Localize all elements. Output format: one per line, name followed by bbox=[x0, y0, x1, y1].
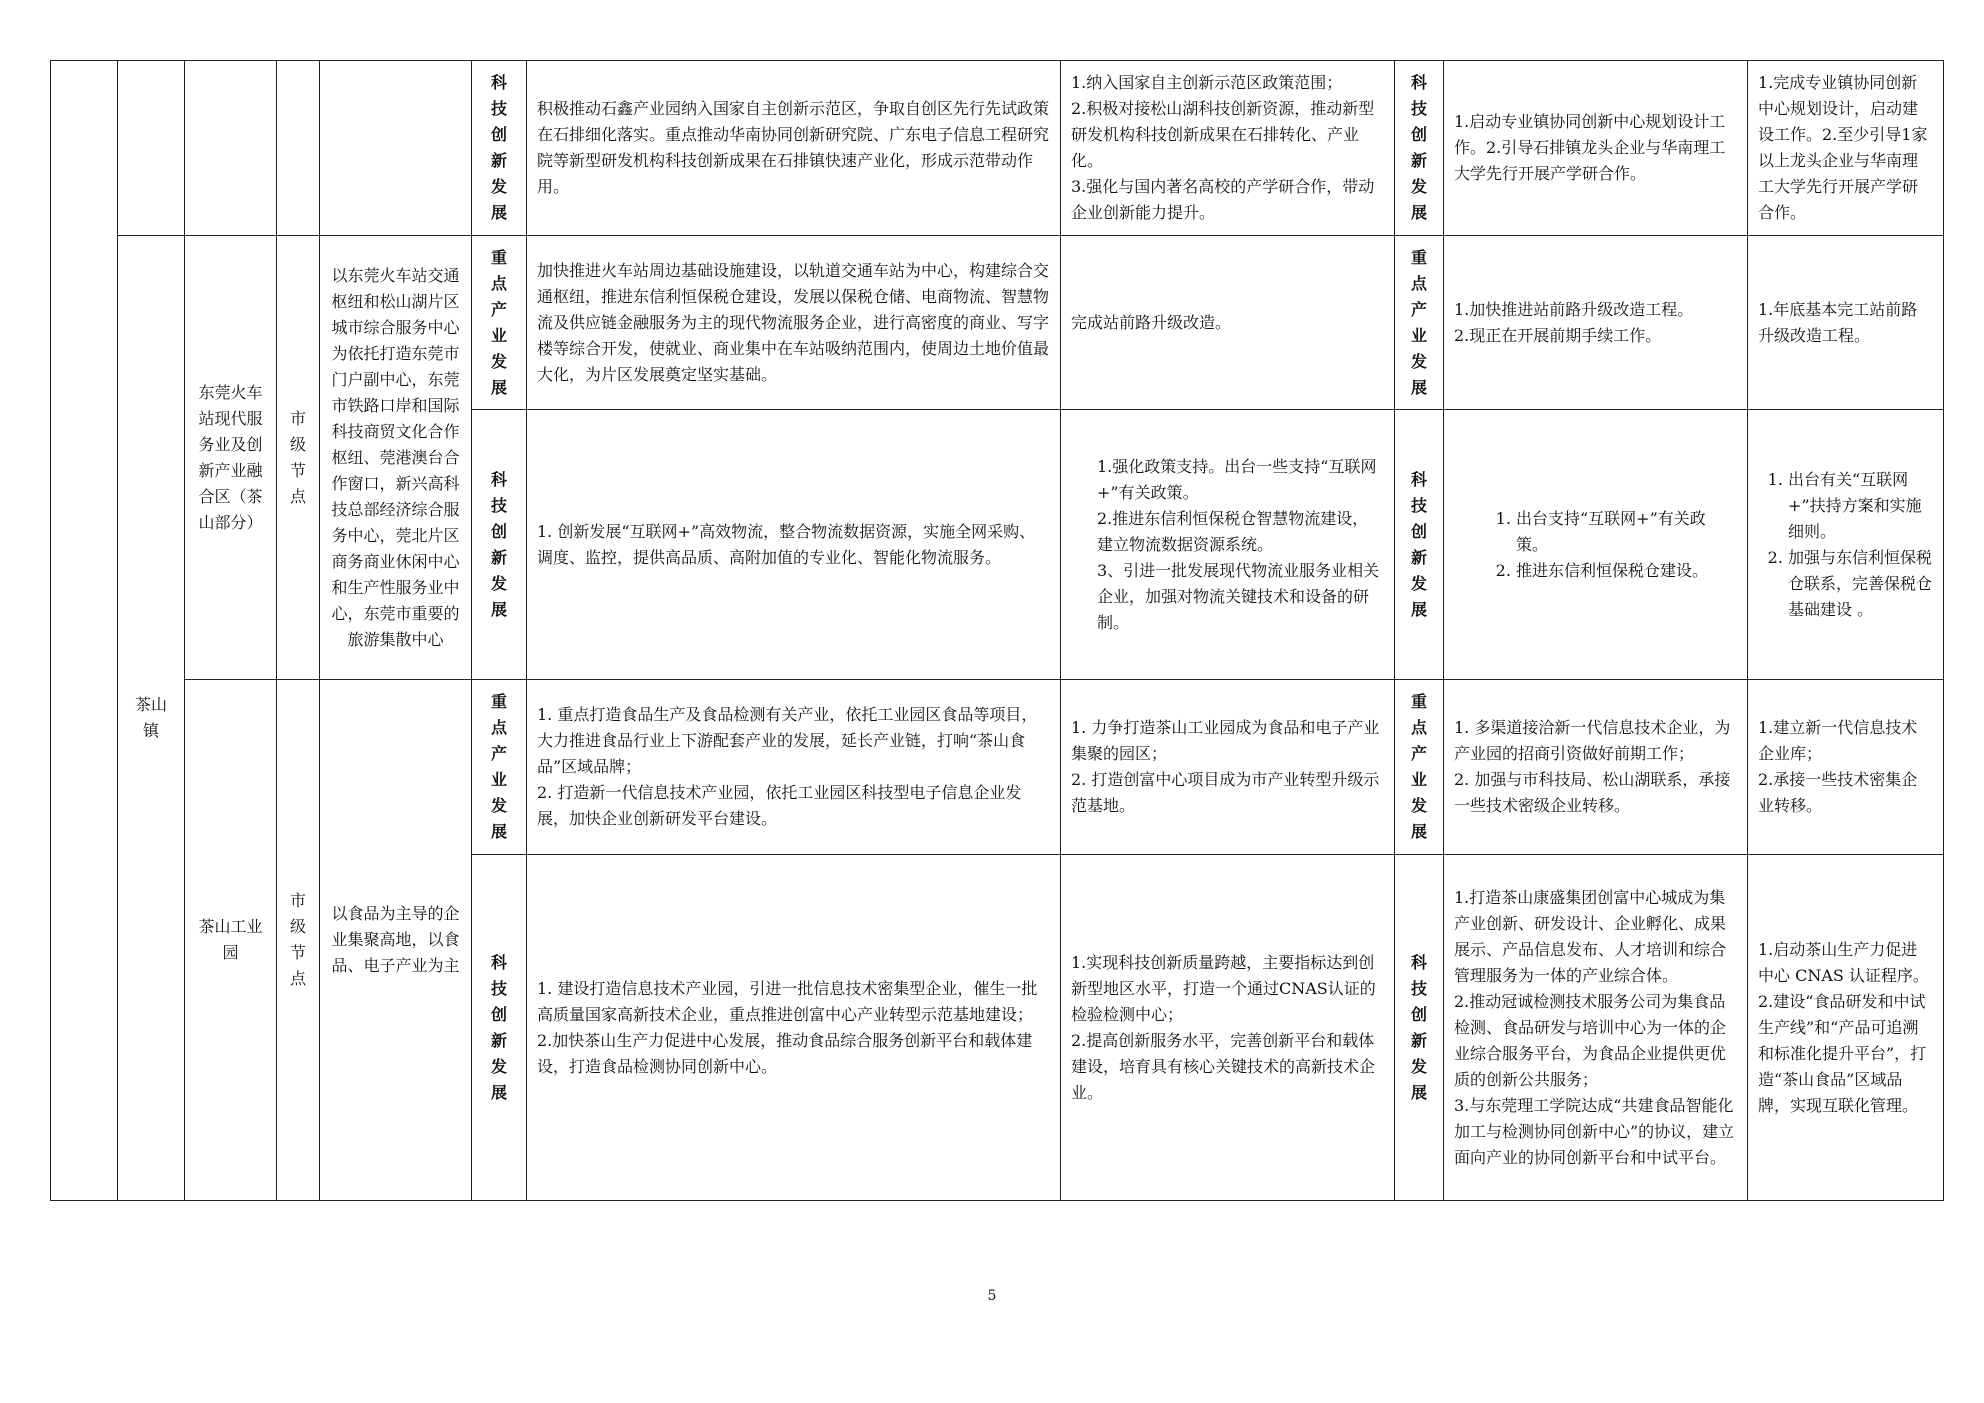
category-char: 展 bbox=[490, 377, 507, 397]
category-char: 发 bbox=[1410, 1056, 1427, 1076]
progress-item: 2. 加强与市科技局、松山湖联系，承接一些技术密级企业转移。 bbox=[1454, 770, 1731, 815]
category-char: 重 bbox=[1410, 247, 1427, 267]
category-char: 业 bbox=[1410, 770, 1427, 789]
progress-item: 1. 出台支持“互联网+”有关政策。 bbox=[1516, 506, 1737, 558]
blank-cell bbox=[277, 61, 320, 236]
target-item: 2. 打造创富中心项目成为市产业转型升级示范基地。 bbox=[1071, 770, 1380, 815]
category-char: 新 bbox=[490, 547, 507, 567]
next-step-cell bbox=[1748, 855, 1944, 1201]
category-char: 展 bbox=[1410, 599, 1427, 619]
category-char: 重 bbox=[490, 692, 507, 711]
category-char: 展 bbox=[490, 203, 507, 222]
category-char: 新 bbox=[1410, 1030, 1427, 1050]
task-cell bbox=[527, 680, 1061, 855]
task-cell: 加快推进火车站周边基础设施建设，以轨道交通车站为中心，构建综合交通枢纽，推进东信利恒保税仓建设，发展以保税仓储、电商物流、智慧物流及供应链金融服务为主的现代物流服务企业，进行高密度的商业、写字楼等综合开发，使就业、商业集中在车站吸纳范围内，使周边土地价值最大化，为片区发展奠定坚实基础。 bbox=[527, 236, 1061, 410]
category-char: 新 bbox=[490, 1030, 507, 1050]
progress-cell bbox=[1444, 236, 1748, 410]
category-char: 展 bbox=[490, 1082, 507, 1102]
category-char: 点 bbox=[1410, 273, 1427, 293]
category-char: 业 bbox=[490, 770, 507, 789]
zone-level-cell: 市级节点 bbox=[277, 680, 320, 1201]
category-char: 展 bbox=[1410, 822, 1427, 841]
category-char: 创 bbox=[490, 125, 507, 144]
target-item: 1.强化政策支持。出台一些支持“互联网+”有关政策。 bbox=[1097, 456, 1377, 502]
category-char: 重 bbox=[490, 247, 507, 267]
town-cell: 茶山镇 bbox=[118, 236, 185, 1201]
zone-positioning-cell: 以食品为主导的企业集聚高地，以食品、电子产业为主 bbox=[320, 680, 472, 1201]
category-char: 技 bbox=[490, 99, 507, 118]
category-cell bbox=[1395, 410, 1444, 680]
next-step-item: 2.建设“食品研发和中试生产线”和“产品可追溯和标准化提升平台”，打造“茶山食品”区域品牌，实现互联化管理。 bbox=[1758, 991, 1927, 1115]
blank-cell bbox=[118, 61, 185, 236]
next-step-cell: 1.完成专业镇协同创新中心规划设计，启动建设工作。2.至少引导1家以上龙头企业与华南理工大学先行开展产学研合作。 bbox=[1748, 61, 1944, 236]
next-step-cell bbox=[1748, 410, 1944, 680]
category-cell bbox=[472, 410, 527, 680]
task-cell: 积极推动石鑫产业园纳入国家自主创新示范区，争取自创区先行先试政策在石排细化落实。重点推动华南协同创新研究院、广东电子信息工程研究院等新型研发机构科技创新成果在石排镇快速产业化，形成示范带动作用。 bbox=[527, 61, 1061, 236]
category-cell bbox=[472, 680, 527, 855]
category-cell bbox=[472, 61, 527, 236]
progress-item: 1.加快推进站前路升级改造工程。 bbox=[1454, 299, 1694, 319]
progress-item: 2. 推进东信利恒保税仓建设。 bbox=[1516, 558, 1737, 584]
category-char: 科 bbox=[1410, 952, 1427, 972]
target-item: 3.强化与国内著名高校的产学研合作，带动企业创新能力提升。 bbox=[1071, 177, 1375, 222]
next-step-cell: 1.年底基本完工站前路升级改造工程。 bbox=[1748, 236, 1944, 410]
category-cell bbox=[1395, 236, 1444, 410]
category-char: 技 bbox=[1410, 495, 1427, 515]
category-char: 科 bbox=[1410, 469, 1427, 489]
category-char: 发 bbox=[490, 351, 507, 371]
task-item: 2. 打造新一代信息技术产业园，依托工业园区科技型电子信息企业发展，加快企业创新研发平台建设。 bbox=[537, 783, 1022, 828]
progress-cell bbox=[1444, 410, 1748, 680]
category-char: 点 bbox=[490, 718, 507, 737]
next-step-item: 2.承接一些技术密集企业转移。 bbox=[1758, 770, 1918, 815]
target-cell bbox=[1061, 61, 1395, 236]
progress-item: 2.现正在开展前期手续工作。 bbox=[1454, 325, 1662, 345]
category-char: 产 bbox=[1410, 744, 1427, 763]
category-cell bbox=[472, 855, 527, 1201]
category-char: 业 bbox=[490, 325, 507, 345]
category-cell bbox=[472, 236, 527, 410]
category-char: 科 bbox=[490, 952, 507, 972]
category-char: 展 bbox=[490, 599, 507, 619]
category-char: 发 bbox=[490, 177, 507, 196]
next-step-item: 1. 出台有关“互联网+”扶持方案和实施细则。 bbox=[1788, 467, 1933, 545]
category-char: 产 bbox=[490, 744, 507, 763]
category-char: 创 bbox=[490, 521, 507, 541]
progress-item: 3.与东莞理工学院达成“共建食品智能化加工与检测协同创新中心”的协议，建立面向产业的协同创新平台和中试平台。 bbox=[1454, 1095, 1735, 1167]
category-cell bbox=[1395, 61, 1444, 236]
category-char: 创 bbox=[1410, 125, 1427, 144]
category-char: 新 bbox=[490, 151, 507, 170]
category-char: 新 bbox=[1410, 151, 1427, 170]
category-char: 重 bbox=[1410, 692, 1427, 711]
target-cell: 完成站前路升级改造。 bbox=[1061, 236, 1395, 410]
zone-level-cell: 市级节点 bbox=[277, 236, 320, 680]
category-char: 技 bbox=[490, 978, 507, 998]
category-char: 创 bbox=[1410, 521, 1427, 541]
table-row bbox=[51, 236, 1944, 410]
task-cell bbox=[527, 855, 1061, 1201]
page-number: 5 bbox=[987, 1288, 997, 1304]
category-char: 展 bbox=[1410, 377, 1427, 397]
category-char: 技 bbox=[1410, 99, 1427, 118]
category-char: 发 bbox=[490, 1056, 507, 1076]
target-item: 3、引进一批发展现代物流业服务业相关企业，加强对物流关键技术和设备的研制。 bbox=[1097, 560, 1380, 632]
target-cell bbox=[1061, 680, 1395, 855]
category-char: 展 bbox=[1410, 203, 1427, 222]
region-cell bbox=[51, 61, 118, 1201]
category-char: 科 bbox=[490, 469, 507, 489]
table-row bbox=[51, 680, 1944, 855]
category-char: 发 bbox=[490, 796, 507, 815]
progress-cell bbox=[1444, 855, 1748, 1201]
category-char: 创 bbox=[490, 1004, 507, 1024]
target-item: 1.实现科技创新质量跨越，主要指标达到创新型地区水平，打造一个通过CNAS认证的检验检测中心； bbox=[1071, 952, 1376, 1024]
progress-cell: 1.启动专业镇协同创新中心规划设计工作。2.引导石排镇龙头企业与华南理工大学先行开展产学研合作。 bbox=[1444, 61, 1748, 236]
next-step-item: 1.启动茶山生产力促进中心 CNAS 认证程序。 bbox=[1758, 939, 1929, 985]
task-item: 2.加快茶山生产力促进中心发展，推动食品综合服务创新平台和载体建设，打造食品检测协同创新中心。 bbox=[537, 1030, 1033, 1076]
task-item: 1. 建设打造信息技术产业园，引进一批信息技术密集型企业，催生一批高质量国家高新技术企业，重点推进创富中心产业转型示范基地建设； bbox=[537, 978, 1038, 1024]
category-char: 发 bbox=[1410, 573, 1427, 593]
target-item: 2.提高创新服务水平，完善创新平台和载体建设，培育具有核心关键技术的高新技术企业。 bbox=[1071, 1030, 1376, 1102]
category-char: 点 bbox=[1410, 718, 1427, 737]
task-item: 1. 重点打造食品生产及食品检测有关产业，依托工业园区食品等项目，大力推进食品行业上下游配套产业的发展，延长产业链，打响“茶山食品”区域品牌； bbox=[537, 705, 1038, 776]
category-cell bbox=[1395, 680, 1444, 855]
zone-name-cell: 茶山工业园 bbox=[185, 680, 277, 1201]
zone-name-cell: 东莞火车站现代服务业及创新产业融合区（茶山部分） bbox=[185, 236, 277, 680]
blank-cell bbox=[185, 61, 277, 236]
target-cell bbox=[1061, 410, 1395, 680]
category-char: 发 bbox=[1410, 796, 1427, 815]
progress-cell bbox=[1444, 680, 1748, 855]
category-cell bbox=[1395, 855, 1444, 1201]
category-char: 展 bbox=[490, 822, 507, 841]
progress-item: 2.推动冠诚检测技术服务公司为集食品检测、食品研发与培训中心为一体的企业综合服务平台，为食品企业提供更优质的创新公共服务； bbox=[1454, 991, 1727, 1089]
category-char: 业 bbox=[1410, 325, 1427, 345]
plan-table bbox=[50, 60, 1944, 1201]
category-char: 新 bbox=[1410, 547, 1427, 567]
target-item: 1.纳入国家自主创新示范区政策范围； bbox=[1071, 73, 1343, 92]
category-char: 技 bbox=[490, 495, 507, 515]
category-char: 点 bbox=[490, 273, 507, 293]
target-item: 2.推进东信利恒保税仓智慧物流建设，建立物流数据资源系统。 bbox=[1097, 508, 1369, 554]
category-char: 产 bbox=[1410, 299, 1427, 319]
table-row bbox=[51, 61, 1944, 236]
category-char: 发 bbox=[490, 573, 507, 593]
target-item: 1. 力争打造茶山工业园成为食品和电子产业集聚的园区； bbox=[1071, 718, 1380, 763]
progress-item: 1. 多渠道接洽新一代信息技术企业，为产业园的招商引资做好前期工作； bbox=[1454, 718, 1731, 763]
category-char: 科 bbox=[490, 73, 507, 92]
target-cell bbox=[1061, 855, 1395, 1201]
category-char: 创 bbox=[1410, 1004, 1427, 1024]
blank-cell bbox=[320, 61, 472, 236]
zone-positioning-cell: 以东莞火车站交通枢纽和松山湖片区城市综合服务中心为依托打造东莞市门户副中心，东莞市铁路口岸和国际科技商贸文化合作枢纽、莞港澳台合作窗口，新兴高科技总部经济综合服务中心，莞北片区商务商业休闲中心和生产性服务业中心，东莞市重要的旅游集散中心 bbox=[320, 236, 472, 680]
progress-item: 1.打造茶山康盛集团创富中心城成为集产业创新、研发设计、企业孵化、成果展示、产品信息发布、人才培训和综合管理服务为一体的产业综合体。 bbox=[1454, 887, 1727, 985]
category-char: 发 bbox=[1410, 177, 1427, 196]
category-char: 科 bbox=[1410, 73, 1427, 92]
category-char: 技 bbox=[1410, 978, 1427, 998]
category-char: 产 bbox=[490, 299, 507, 319]
category-char: 发 bbox=[1410, 351, 1427, 371]
next-step-item: 1.建立新一代信息技术企业库； bbox=[1758, 718, 1918, 763]
category-char: 展 bbox=[1410, 1082, 1427, 1102]
target-item: 2.积极对接松山湖科技创新资源，推动新型研发机构科技创新成果在石排转化、产业化。 bbox=[1071, 99, 1375, 170]
next-step-item: 2. 加强与东信利恒保税仓联系，完善保税仓基础建设 。 bbox=[1788, 545, 1933, 623]
next-step-cell bbox=[1748, 680, 1944, 855]
task-cell: 1. 创新发展“互联网+”高效物流，整合物流数据资源，实施全网采购、调度、监控，提供高品质、高附加值的专业化、智能化物流服务。 bbox=[527, 410, 1061, 680]
